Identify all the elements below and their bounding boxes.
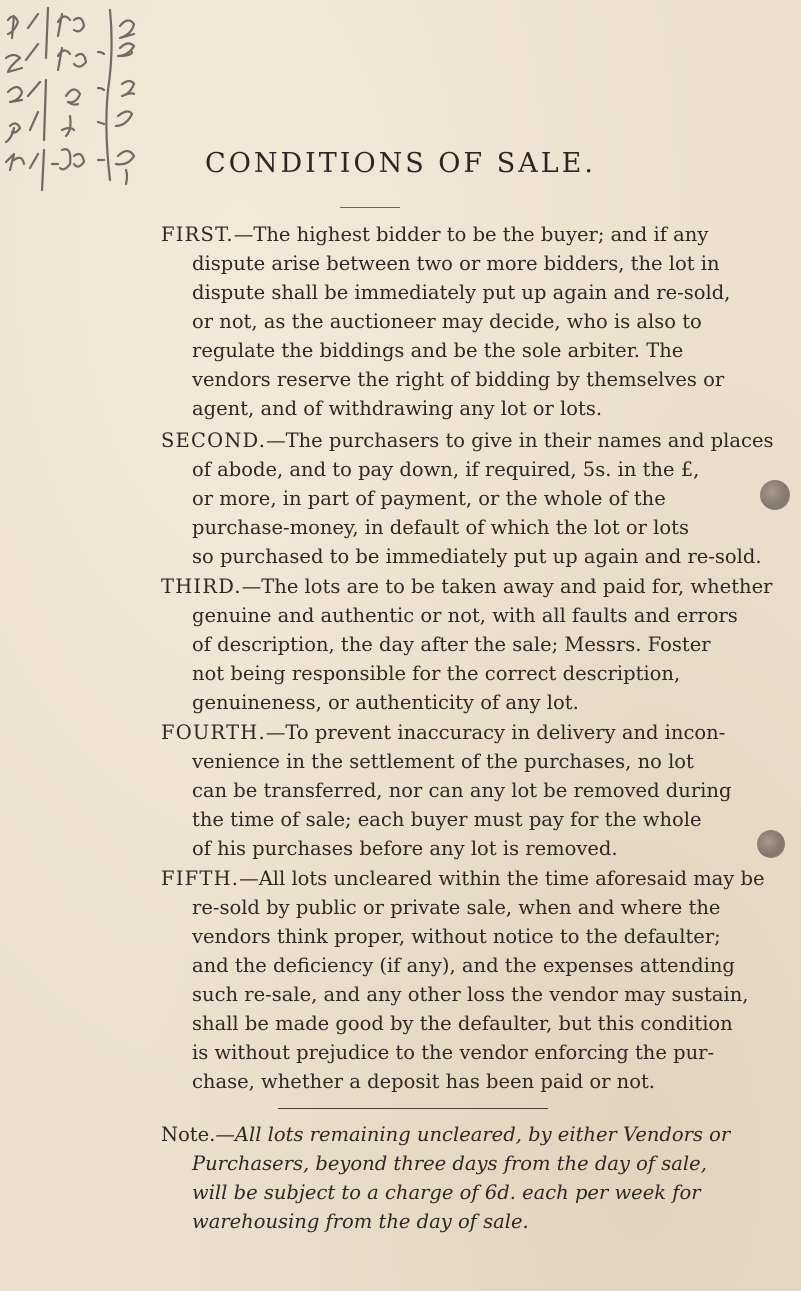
clause-second-line-1: SECOND.—The purchasers to give in their names and places [161, 429, 774, 452]
clause-line: of abode, and to pay down, if required, 5s. in the £, [192, 458, 700, 481]
clause-line: chase, whether a deposit has been paid or not. [192, 1070, 655, 1093]
clause-fifth [161, 864, 781, 1096]
clause-line: such re-sale, and any other loss the vendor may sustain, [192, 983, 749, 1006]
clause-line: purchase-money, in default of which the lot or lots [192, 516, 689, 539]
clause-first [161, 220, 781, 423]
clause-heading: FIFTH. [161, 867, 240, 890]
clause-line: shall be made good by the defaulter, but this condition [192, 1012, 733, 1035]
clause-line: re-sold by public or private sale, when and where the [192, 896, 721, 919]
clause-third [161, 572, 781, 717]
clause-line: vendors think proper, without notice to the defaulter; [192, 925, 721, 948]
clause-line: can be transferred, nor can any lot be removed during [192, 779, 732, 802]
note-line-1: Note.—All lots remaining uncleared, by either Vendors or [161, 1123, 731, 1146]
clause-heading: FOURTH. [161, 721, 266, 744]
clause-line: is without prejudice to the vendor enforcing the pur- [192, 1041, 715, 1064]
clause-line: dispute arise between two or more bidders, the lot in [192, 252, 720, 275]
clause-heading: FIRST. [161, 223, 234, 246]
clause-line: genuine and authentic or not, with all faults and errors [192, 604, 738, 627]
clause-line: or not, as the auctioneer may decide, who is also to [192, 310, 702, 333]
clause-second [161, 426, 781, 571]
clause-fourth [161, 718, 781, 863]
note-line: will be subject to a charge of 6d. each per week for [192, 1181, 701, 1204]
clause-line: or more, in part of payment, or the whole of the [192, 487, 666, 510]
clause-third-line-1: THIRD.—The lots are to be taken away and paid for, whether [161, 575, 773, 598]
clause-fifth-line-1: FIFTH.—All lots uncleared within the time aforesaid may be [161, 867, 765, 890]
clause-line: genuineness, or authenticity of any lot. [192, 691, 579, 714]
clause-line: of his purchases before any lot is removed. [192, 837, 618, 860]
page-title: CONDITIONS OF SALE. [205, 148, 596, 179]
section-divider [278, 1108, 548, 1109]
note-line: Purchasers, beyond three days from the day of sale, [192, 1152, 707, 1175]
clause-line: of description, the day after the sale; Messrs. Foster [192, 633, 711, 656]
clause-line: venience in the settlement of the purchases, no lot [192, 750, 694, 773]
clause-line: and the deficiency (if any), and the expenses attending [192, 954, 735, 977]
note-paragraph [161, 1120, 781, 1236]
clause-heading: THIRD. [161, 575, 242, 598]
note-line: warehousing from the day of sale. [192, 1210, 529, 1233]
clause-line: regulate the biddings and be the sole arbiter. The [192, 339, 684, 362]
title-underline [340, 207, 400, 208]
clause-line: the time of sale; each buyer must pay for the whole [192, 808, 702, 831]
clause-fourth-line-1: FOURTH.—To prevent inaccuracy in delivery and incon- [161, 721, 726, 744]
clause-line: so purchased to be immediately put up again and re-sold. [192, 545, 762, 568]
clause-line: not being responsible for the correct description, [192, 662, 681, 685]
clause-line: agent, and of withdrawing any lot or lots. [192, 397, 603, 420]
note-lead: Note. [161, 1123, 216, 1146]
clause-first-line-1: FIRST.—The highest bidder to be the buyer; and if any [161, 223, 709, 246]
clause-line: vendors reserve the right of bidding by themselves or [192, 368, 725, 391]
clause-line: dispute shall be immediately put up again and re-sold, [192, 281, 731, 304]
clause-heading: SECOND. [161, 429, 267, 452]
